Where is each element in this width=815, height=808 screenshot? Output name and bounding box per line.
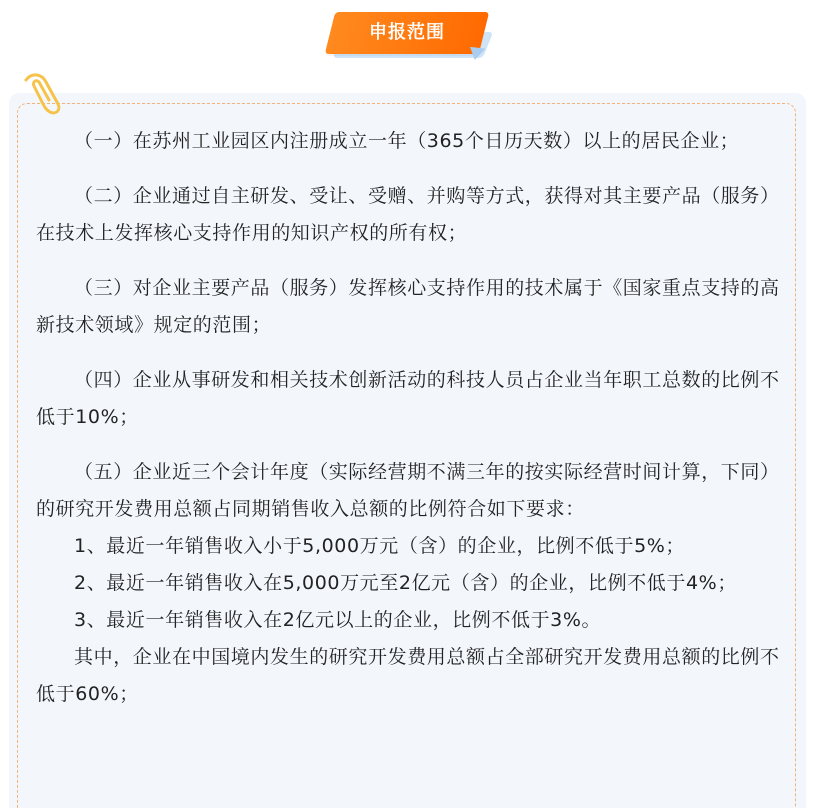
requirement-1: （一）在苏州工业园区内注册成立一年（365个日历天数）以上的居民企业； (74, 130, 740, 152)
requirement-2: （二）企业通过自主研发、受让、受赠、并购等方式，获得对其主要产品（服务）在技术上发挥核心支持作用的知识产权的所有权； (36, 185, 780, 244)
sub-requirement-2: 2、最近一年销售收入在5,000万元至2亿元（含）的企业，比例不低于4%； (74, 572, 737, 594)
section-title: 申报范围 (369, 22, 445, 43)
requirement-4: （四）企业从事研发和相关技术创新活动的科技人员占企业当年职工总数的比例不低于10%； (36, 369, 780, 428)
section-title-badge (324, 10, 496, 62)
requirements-text (36, 123, 782, 713)
sub-requirement-note: 其中，企业在中国境内发生的研究开发费用总额占全部研究开发费用总额的比例不低于60%； (36, 646, 780, 705)
requirement-5: （五）企业近三个会计年度（实际经营期不满三年的按实际经营时间计算，下同）的研究开发费用总额占同期销售收入总额的比例符合如下要求： (36, 461, 780, 520)
paperclip-icon (18, 70, 68, 116)
sub-requirement-1: 1、最近一年销售收入小于5,000万元（含）的企业，比例不低于5%； (74, 535, 686, 557)
sub-requirement-3: 3、最近一年销售收入在2亿元以上的企业，比例不低于3%。 (74, 609, 602, 631)
requirement-3: （三）对企业主要产品（服务）发挥核心支持作用的技术属于《国家重点支持的高新技术领域》规定的范围； (36, 277, 780, 336)
